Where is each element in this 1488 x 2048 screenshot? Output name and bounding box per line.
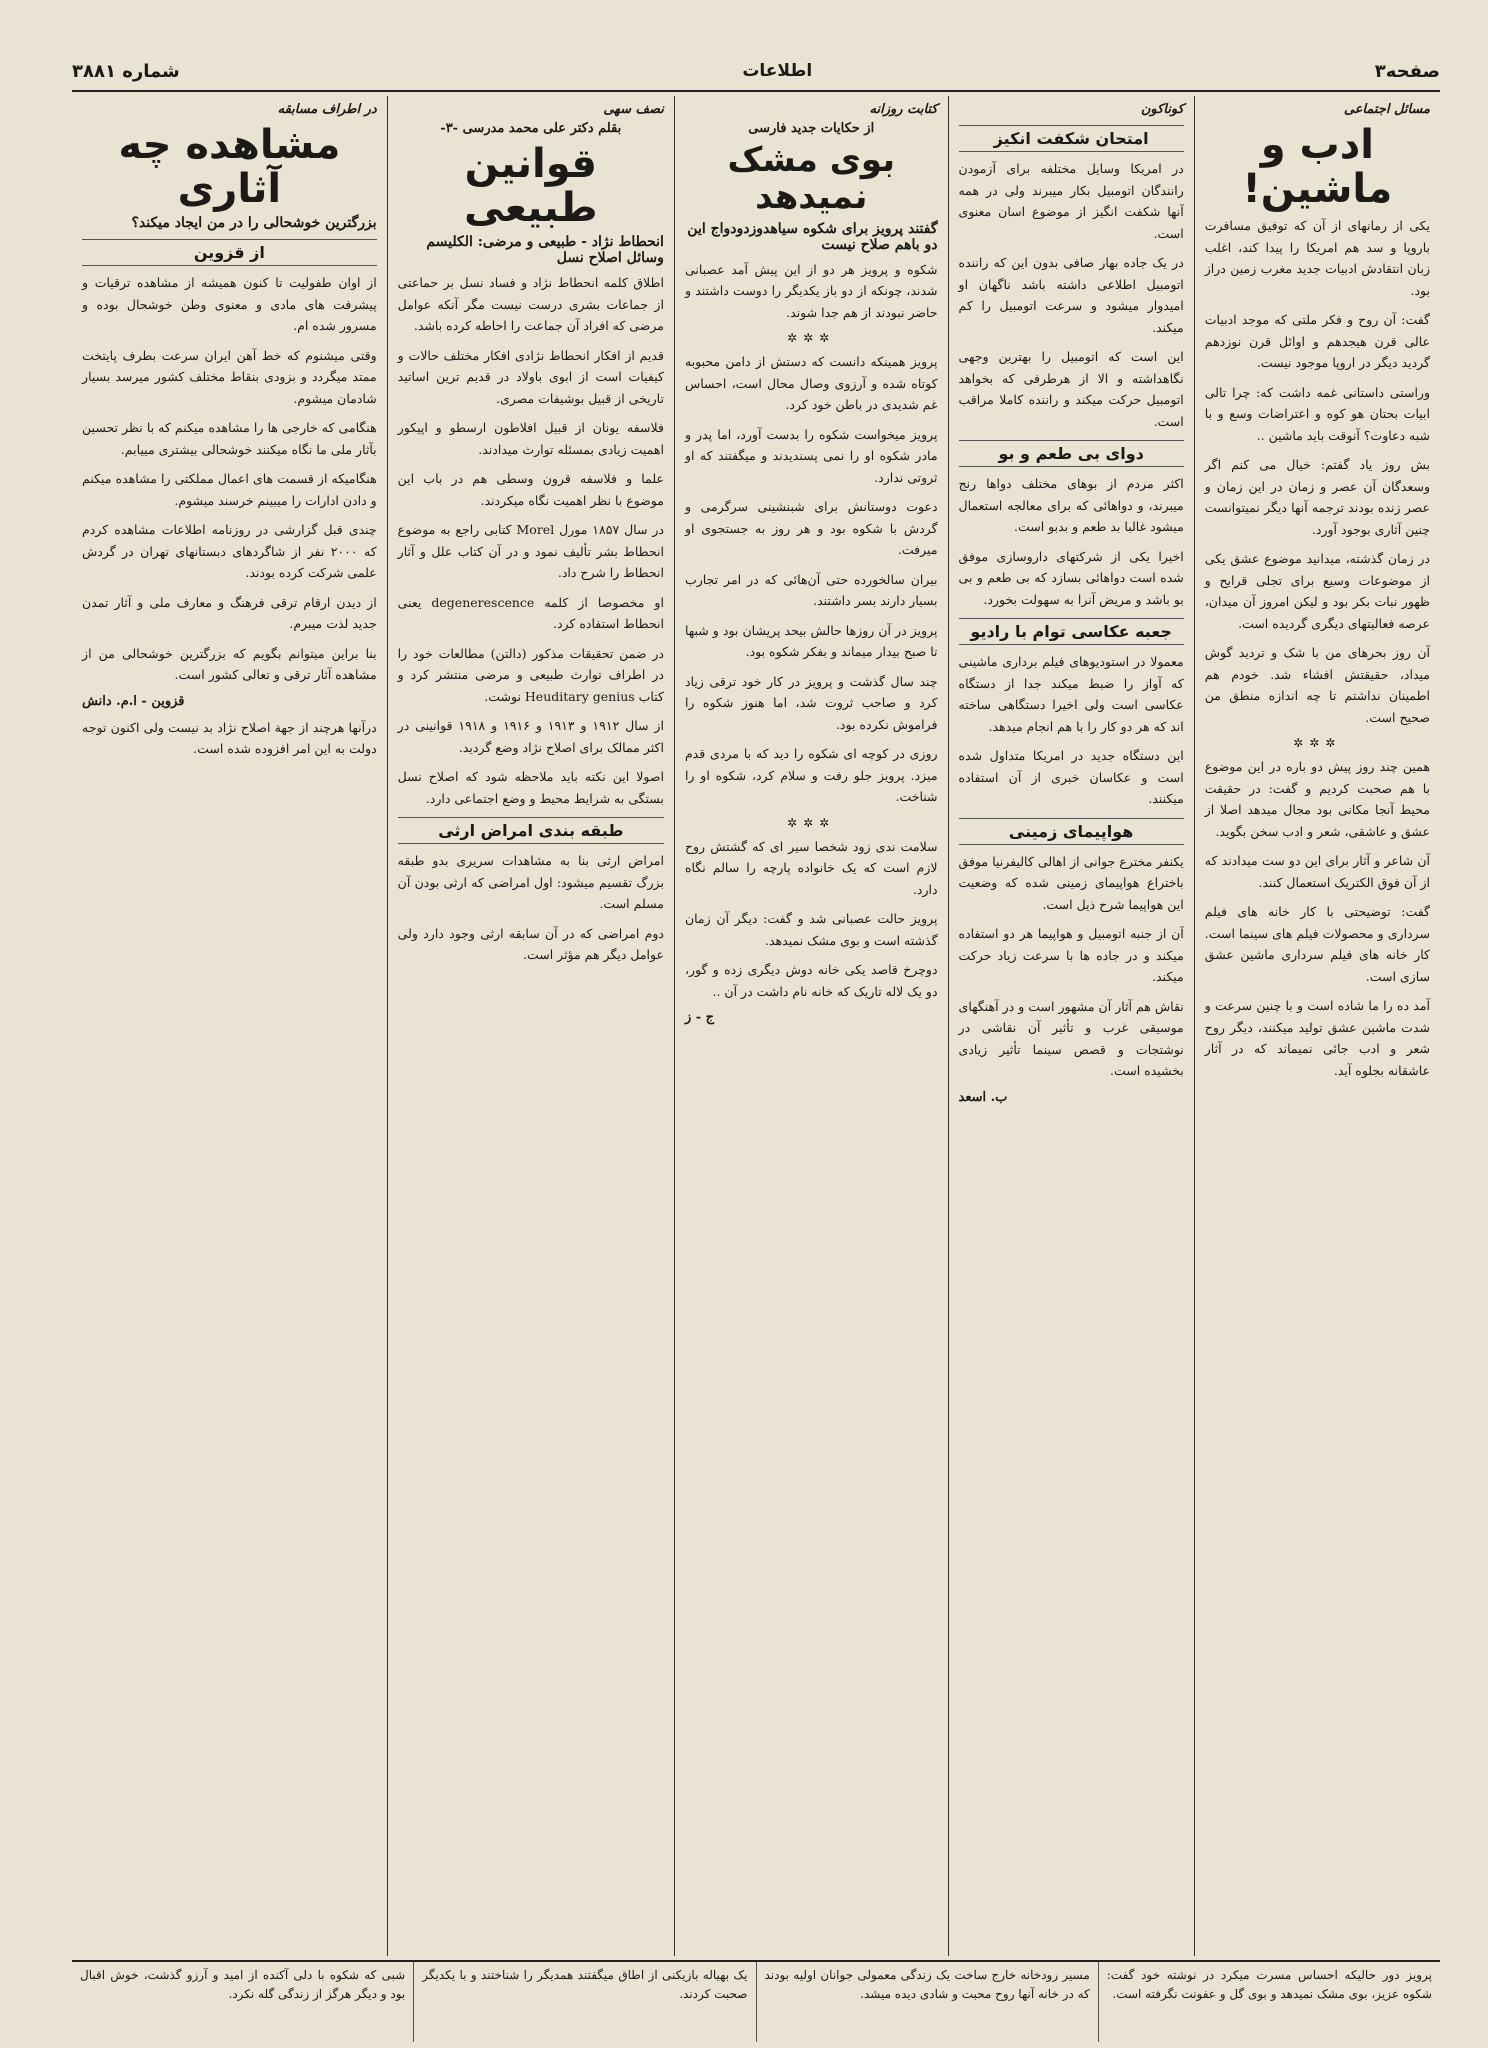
paragraph: در ضمن تحقیقات مذکور (دالتن) مطالعات خود را در اطراف توارث طبیعی و مرضی منتشر کرد و کتاب Heuditary genius نوشت. bbox=[397, 645, 664, 704]
paragraph: یکنفر مخترع جوانی از اهالی کالیفرنیا موفق باختراع هواپیمای زمینی شده که وضعیت این هواپیما شرح ذیل است. bbox=[958, 853, 1184, 912]
subheading: از قزوین bbox=[82, 239, 377, 266]
paragraph: پرویز میخواست شکوه را بدست آورد، اما پدر و مادر شکوه او را نمی پسندیدند و میگفتند که او ثروتی ندارد. bbox=[684, 426, 938, 485]
paragraph: چند سال گذشت و پرویز در کار خود ترقی زیاد کرد و صاحب ثروت شد، اما هنوز شکوه را فراموش نکرده بود. bbox=[684, 673, 938, 732]
paragraph: گفت: توضیحتی با کار خانه های فیلم سرداری و محصولات فیلم های سینما است. کار خانه های فیلم سرداری ماشین عشق سازی است. bbox=[1204, 904, 1430, 984]
paragraph: پرویز حالت عصبانی شد و گفت: دیگر آن زمان گذشته است و بوی مشک نمیدهد. bbox=[684, 911, 938, 948]
deck: بزرگترین خوشحالی را در من ایجاد میکند؟ bbox=[131, 215, 377, 231]
paragraph: آمد ده را ما شاده است و با چنین سرعت و شدت ماشین عشق تولید میکنند، دیگر روح شعر و ادب جائی نمیماند که در آثار عاشقانه بجلوه آید. bbox=[1204, 998, 1430, 1078]
paragraph: اصولا این نکته باید ملاحظه شود که اصلاح نسل بستگی به شرایط محیط و وضع اجتماعی دارد. bbox=[397, 769, 664, 806]
paragraph: معمولا در استودیوهای فیلم برداری ماشینی که آواز را ضبط میکند جدا از دستگاه عکاسی است ولی اخیرا دستگاهی ساخته اند که هر دو کار را با هم انجام میدهد. bbox=[958, 654, 1184, 734]
headline: مشاهده چه آثاری bbox=[118, 122, 341, 212]
paragraph: از دیدن ارقام ترقی فرهنگ و معارف ملی و آثار تمدن جدید لذت میبرم. bbox=[82, 594, 377, 631]
subheading: طبقه بندی امراض ارثی bbox=[398, 817, 664, 844]
paragraph: درآنها هرچند از جهة اصلاح نژاد بد نیست ولی اکنون توجه دولت به این امر افزوده شده است. bbox=[82, 719, 377, 756]
issue-number: شماره ۳۸۸۱ bbox=[72, 60, 180, 82]
paragraph: آن شاعر و آثار برای این دو ست میدادند که از آن فوق الکتریک استعمال کنند. bbox=[1204, 853, 1430, 890]
paragraph: روزی در کوچه ای شکوه را دید که با مردی قدم میزد. پرویز جلو رفت و سلام کرد، شکوه او را شناخت. bbox=[684, 746, 938, 805]
bottom-text: یک بهیاله بازیکنی از اطاق میگفتند همدیگر را شناختند و با یکدیگر صحبت کردند. bbox=[413, 1962, 755, 2042]
bottom-strip bbox=[72, 1960, 1440, 2042]
headline: قوانین طبیعی bbox=[464, 141, 598, 231]
paragraph: بیران سالخورده حتی آن‌هائی که در امر تجارب بسیار دارند بسر داشتند. bbox=[684, 571, 938, 609]
paragraph: از سال ۱۹۱۲ و ۱۹۱۳ و ۱۹۱۶ و ۱۹۱۸ قوانینی در اکثر ممالک برای اصلاح نژاد وضع گردید. bbox=[397, 718, 664, 755]
paragraph: این دستگاه جدید در امریکا متداول شده است و عکاسان خبری از آن استفاده میکنند. bbox=[958, 748, 1184, 806]
bottom-text: مسیر رودخانه خارج ساخت یک زندگی معمولی جوانان اولیه بودند که در خانه آنها روح محبت و شادی دیده میشد. bbox=[756, 1962, 1098, 2042]
deck: گفتند پرویز برای شکوه سیاهدوزدودواج این دو باهم صلاح نیست bbox=[687, 220, 938, 253]
page-number: صفحه۳ bbox=[1374, 60, 1440, 82]
subheading: امتحان شکفت انکیز bbox=[959, 125, 1184, 152]
signature: ج - ز bbox=[684, 1010, 715, 1026]
separator-stars: ✲✲✲ bbox=[787, 815, 836, 830]
bottom-text: پرویز دور حالیکه احساس مسرت میکرد در نوشته خود گفت: شکوه عزیز، بوی مشک نمیدهد و بوی گل و عفونت نگرفته است. bbox=[1098, 1962, 1440, 2042]
paragraph: او مخصوصا از کلمه degenerescence یعنی انحطاط استفاده کرد. bbox=[397, 594, 664, 631]
section-kicker: در اطراف مسابقه bbox=[277, 102, 377, 117]
separator-stars: ✲✲✲ bbox=[1293, 736, 1342, 750]
paragraph: از اوان طفولیت تا کنون همیشه از مشاهده ترقیات و پیشرفت های مادی و معنوی وطن خوشحال بوده و مسرور شده ام. bbox=[82, 275, 377, 333]
paragraph: شکوه و پرویز هر دو از این پیش آمد عصبانی شدند، چونکه از دو باز یکدیگر را دوست داشتند و حاضر نبودند از هم جدا شوند. bbox=[684, 261, 938, 320]
bottom-text: شبی که شکوه با دلی آکنده از امید و آرزو گذشت، خوش اقبال بود و دیگر هرگز از زندگی گله نکرد. bbox=[80, 1968, 406, 2002]
paragraph: دوچرخ قاصد یکی خانه دوش دیگری زده و گور، دو یک لاله تاریک که خانه نام داشت در آن .. bbox=[684, 962, 938, 999]
separator-stars: ✲✲✲ bbox=[787, 331, 836, 346]
subheading: جعبه عکاسی توام با رادیو bbox=[959, 618, 1184, 645]
paragraph: وقتی میشنوم که خط آهن ایران سرعت بطرف پایتخت ممتد میگردد و بزودی بنقاط مختلف کشور میرسد بسیار شادمان میشوم. bbox=[82, 347, 377, 406]
headline: بوی مشک نمیدهد bbox=[727, 140, 895, 218]
section-kicker: کوناکون bbox=[1140, 102, 1184, 117]
paragraph: وراستی داستانی غمه داشت که: چرا تالی ابیات بحتان هو کوه و اعتراضات وسع و با شبه دعاوت؟ آنوقت باید ماشین .. bbox=[1204, 384, 1430, 443]
paragraph: در سال ۱۸۵۷ مورل Morel کتابی راجع به موضوع انحطاط بشر تألیف نمود و در آن کتاب علل و آثار انحطاط را شرح داد. bbox=[397, 522, 664, 580]
paragraph: یکی از رمانهای از آن که توفیق مسافرت باروپا و سد هم امریکا را پیدا کند، اغلب زبان انتقادش ادبیات جدید مغرب زمین دراز بود. bbox=[1204, 218, 1430, 298]
article-mosabeghe bbox=[72, 96, 387, 1956]
paragraph: اخیرا یکی از شرکتهای داروسازی موفق شده است دواهائی بسازد که بی طعم و بی بو باشد و مریض آنرا به سهولت بخورد. bbox=[958, 548, 1184, 607]
paragraph: فلاسفه یونان از قبیل افلاطون ارسطو و اپیکور اهمیت زیادی بمسئله توارث میدادند. bbox=[397, 420, 664, 457]
deck: انحطاط نژاد - طبیعی و مرضی: الکلیسم وسائل اصلاح نسل bbox=[426, 234, 664, 266]
article-columns bbox=[72, 96, 1440, 1956]
paragraph: قدیم از افکار انحطاط نژادی افکار مختلف حالات و کیفیات است از ابوی باولاد در قدیم ترین اساتید تاریخی از قبیل بوشیفات مصری. bbox=[397, 347, 664, 406]
paragraph: هنگامی که خارجی ها را مشاهده میکنم که با نظر تحسین بآثار ملی ما نگاه میکنند خوشحالی بیشتری مییابم. bbox=[82, 420, 377, 457]
source-line: از حکایات جدید فارسی bbox=[748, 121, 875, 136]
article-ghavanin-tabii bbox=[387, 96, 674, 1956]
subheading: هواپیمای زمینی bbox=[959, 818, 1184, 845]
subheading: دوای بی طعم و بو bbox=[959, 440, 1184, 467]
paragraph: نقاش هم آثار آن مشهور است و در آهنگهای موسیقی غرب و تأثیر آن نقاشی در نوشتجات و قصص سینما تأثیر زیادی بخشیده است. bbox=[958, 998, 1184, 1078]
headline: ادب و ماشین! bbox=[1242, 122, 1393, 212]
signature: ب. اسعد bbox=[958, 1089, 1008, 1105]
paragraph: هنگامیکه از قسمت های اعمال مملکتی را مشاهده میکنم و دادن ادارات را میبینم خرسند میشوم. bbox=[82, 471, 377, 508]
paragraph: این است که اتومبیل را بهترین وجهی نگاهداشته و الا از هرطرفی که بخواهد اتومبیل حرکت میکند و راننده کاملا مراقب است. bbox=[958, 349, 1184, 429]
paragraph: گفت: آن روح و فکر ملتی که موجد ادبیات عالی قرن هیجدهم و اوائل قرن نوزدهم گردید دیگر در اروپا موجود نیست. bbox=[1204, 312, 1430, 370]
paragraph: در امریکا وسایل مختلفه برای آزمودن رانندگان اتومبیل بکار میبرند ولی در همه آنها شکفت انگیز از موضوع اسان معنوی است. bbox=[958, 161, 1184, 241]
paragraph: سلامت ندی زود شخصا سیر ای که گشتش روح لازم است که یک خانواده پارچه را سالم نگاه دارد. bbox=[684, 838, 938, 897]
paragraph: در زمان گذشته، میدانید موضوع عشق یکی از موضوعات وسیع برای تجلی قرایح و ظهور نبات بکر بود و لیکن امروز آن میدان، عرصه فعالیتهای دیگری گردیده است. bbox=[1204, 551, 1430, 631]
paragraph: اطلاق کلمه انحطاط نژاد و فساد نسل بر حماعتی از جماعات بشری درست نیست مگر آنکه عوامل مرضی که افراد آن جماعت را احاطه کرده باشد. bbox=[397, 275, 664, 333]
paragraph: دعوت دوستانش برای شبنشینی سرگرمی و گردش با شکوه بود و هر روز به جستجوی او میرفت. bbox=[684, 499, 938, 558]
paragraph: همین چند روز پیش دو باره در این موضوع با هم صحبت کردیم و گفت: در حقیقت محیط آنجا مکانی بود مجال میدهد اصلا از عشق و عاشقی، شعر و ادب سخن بگوید. bbox=[1204, 759, 1430, 839]
newspaper-name: اطلاعات bbox=[742, 61, 813, 81]
paragraph: دوم امراضی که در آن سابقه ارثی وجود دارد ولی عوامل دیگر هم مؤثر است. bbox=[397, 925, 664, 962]
paragraph: علما و فلاسفه قرون وسطی هم در باب این موضوع با نظر اهمیت نگاه میکردند. bbox=[397, 471, 664, 508]
paragraph: آن از جنبه اتومبیل و هواپیما هر دو استفاده میکند و در جاده ها با سرعت زیاد حرکت میکند. bbox=[958, 926, 1184, 984]
article-buye-moshk bbox=[674, 96, 948, 1956]
paragraph: امراض ارثی بنا به مشاهدات سریری بدو طبقه بزرگ تقسیم میشود: اول امراضی که ارثی بودن آن مسلم است. bbox=[397, 853, 664, 911]
paragraph: پرویز در آن روزها حالش بیحد پریشان بود و شبها تا صبح بیدار میماند و بفکر شکوه بود. bbox=[684, 622, 938, 660]
paragraph: اکثر مردم از بوهای مختلف دواها رنج میبرند، و دواهائی که برای معالجه استعمال میشود غالبا بد طعم و بدبو است. bbox=[958, 476, 1184, 534]
byline: بقلم دکتر علی محمد مدرسی -۳- bbox=[440, 121, 622, 136]
paragraph: بش روز یاد گفتم: خیال می کنم اگر وسعدگان آن عصر و زمان در این زمان و عصر زنده بودند ترجمه آنها دیگر نمیتوانست چنین آثاری بوجود آورد. bbox=[1204, 457, 1430, 537]
paragraph: بنا براین میتوانم بگویم که بزرگترین خوشحالی من از مشاهده آثار ترقی و تعالی کشور است. bbox=[82, 645, 377, 682]
signature: قزوین - ا.م. دانش bbox=[82, 693, 185, 709]
section-kicker: کتابت روزانه bbox=[869, 102, 938, 117]
section-kicker: مسائل اجتماعی bbox=[1343, 102, 1430, 117]
paragraph: در یک جاده بهار صافی بدون این که راننده اتومبیل اطلاعی داشته باشد ناگهان او امیدوار میشود و سرعت اتومبیل را کم میکند. bbox=[958, 255, 1184, 335]
article-gunagun bbox=[948, 96, 1194, 1956]
paragraph: چندی قبل گزارشی در روزنامه اطلاعات مشاهده کردم که ۲۰۰۰ نفر از شاگردهای دبستانهای تهران در گردش علمی شرکت کرده بودند. bbox=[82, 522, 377, 580]
paragraph: پرویز همینکه دانست که دستش از دامن محبوبه کوتاه شده و آرزوی وصال محال است، احساس غم شدیدی در باطن خود کرد. bbox=[684, 354, 938, 413]
paragraph: آن روز بحرهای من با شک و تردید گوش میداد، حقیقتش افشاء شد. خودم هم اطمینان نداشتم تا چه اندازه منطق من صحیح است. bbox=[1204, 645, 1430, 725]
article-adab-va-mashin bbox=[1194, 96, 1440, 1956]
section-kicker: نصف سهی bbox=[603, 102, 664, 117]
page-header bbox=[72, 52, 1440, 92]
